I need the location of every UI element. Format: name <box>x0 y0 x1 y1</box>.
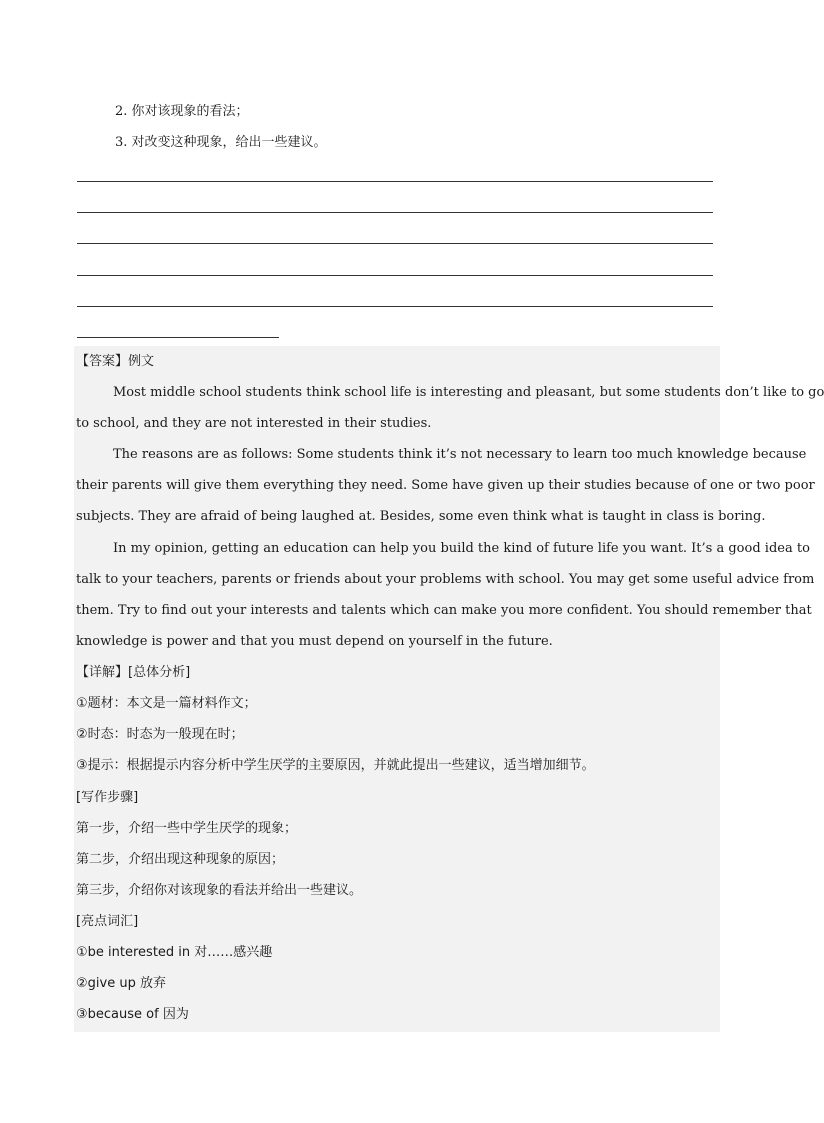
essay-paragraph-1-line-2: to school, and they are not interested in their studies. <box>76 416 432 431</box>
writing-step-1: 第一步，介绍一些中学生厌学的现象； <box>76 821 298 836</box>
essay-paragraph-3-line-4: knowledge is power and that you must depend on yourself in the future. <box>76 634 553 649</box>
essay-paragraph-3-line-2: talk to your teachers, parents or friends about your problems with school. You may get some useful advice from <box>76 572 815 587</box>
answer-heading: 【答案】例文 <box>76 354 155 369</box>
analysis-hint: ③提示：根据提示内容分析中学生厌学的主要原因，并就此提出一些建议，适当增加细节。 <box>76 758 595 773</box>
vocabulary-item-2: ②give up 放弃 <box>76 976 166 991</box>
writing-line-5 <box>77 306 713 307</box>
writing-line-6 <box>77 337 279 338</box>
answer-section <box>74 346 824 1032</box>
writing-line-2 <box>77 212 713 213</box>
vocabulary-item-1: ①be interested in 对……感兴趣 <box>76 945 273 960</box>
analysis-heading: 【详解】[总体分析] <box>76 665 191 680</box>
requirement-item-2: 2. 你对该现象的看法； <box>115 104 249 119</box>
requirement-item-3: 3. 对改变这种现象，给出一些建议。 <box>115 135 327 150</box>
writing-line-3 <box>77 243 713 244</box>
essay-paragraph-2-line-1: The reasons are as follows: Some students think it’s not necessary to learn too much knowledge because <box>113 447 807 462</box>
vocabulary-heading: [亮点词汇] <box>76 914 139 929</box>
writing-line-1 <box>77 181 713 182</box>
writing-line-4 <box>77 275 713 276</box>
essay-paragraph-3-line-1: In my opinion, getting an education can help you build the kind of future life you want. It’s a good idea to <box>113 541 810 556</box>
essay-paragraph-3-line-3: them. Try to find out your interests and talents which can make you more confident. You should remember that <box>76 603 812 618</box>
writing-step-2: 第二步，介绍出现这种现象的原因； <box>76 852 285 867</box>
essay-paragraph-2-line-2: their parents will give them everything they need. Some have given up their studies because of one or two poor <box>76 478 815 493</box>
essay-paragraph-1-line-1: Most middle school students think school life is interesting and pleasant, but some students don’t like to go <box>113 385 824 400</box>
vocabulary-item-3: ③because of 因为 <box>76 1007 189 1022</box>
writing-steps-heading: [写作步骤] <box>76 790 139 805</box>
analysis-topic: ①题材：本文是一篇材料作文； <box>76 696 257 711</box>
analysis-tense: ②时态：时态为一般现在时； <box>76 727 244 742</box>
essay-paragraph-2-line-3: subjects. They are afraid of being laughed at. Besides, some even think what is taught in class is boring. <box>76 509 766 524</box>
writing-step-3: 第三步，介绍你对该现象的看法并给出一些建议。 <box>76 883 363 898</box>
